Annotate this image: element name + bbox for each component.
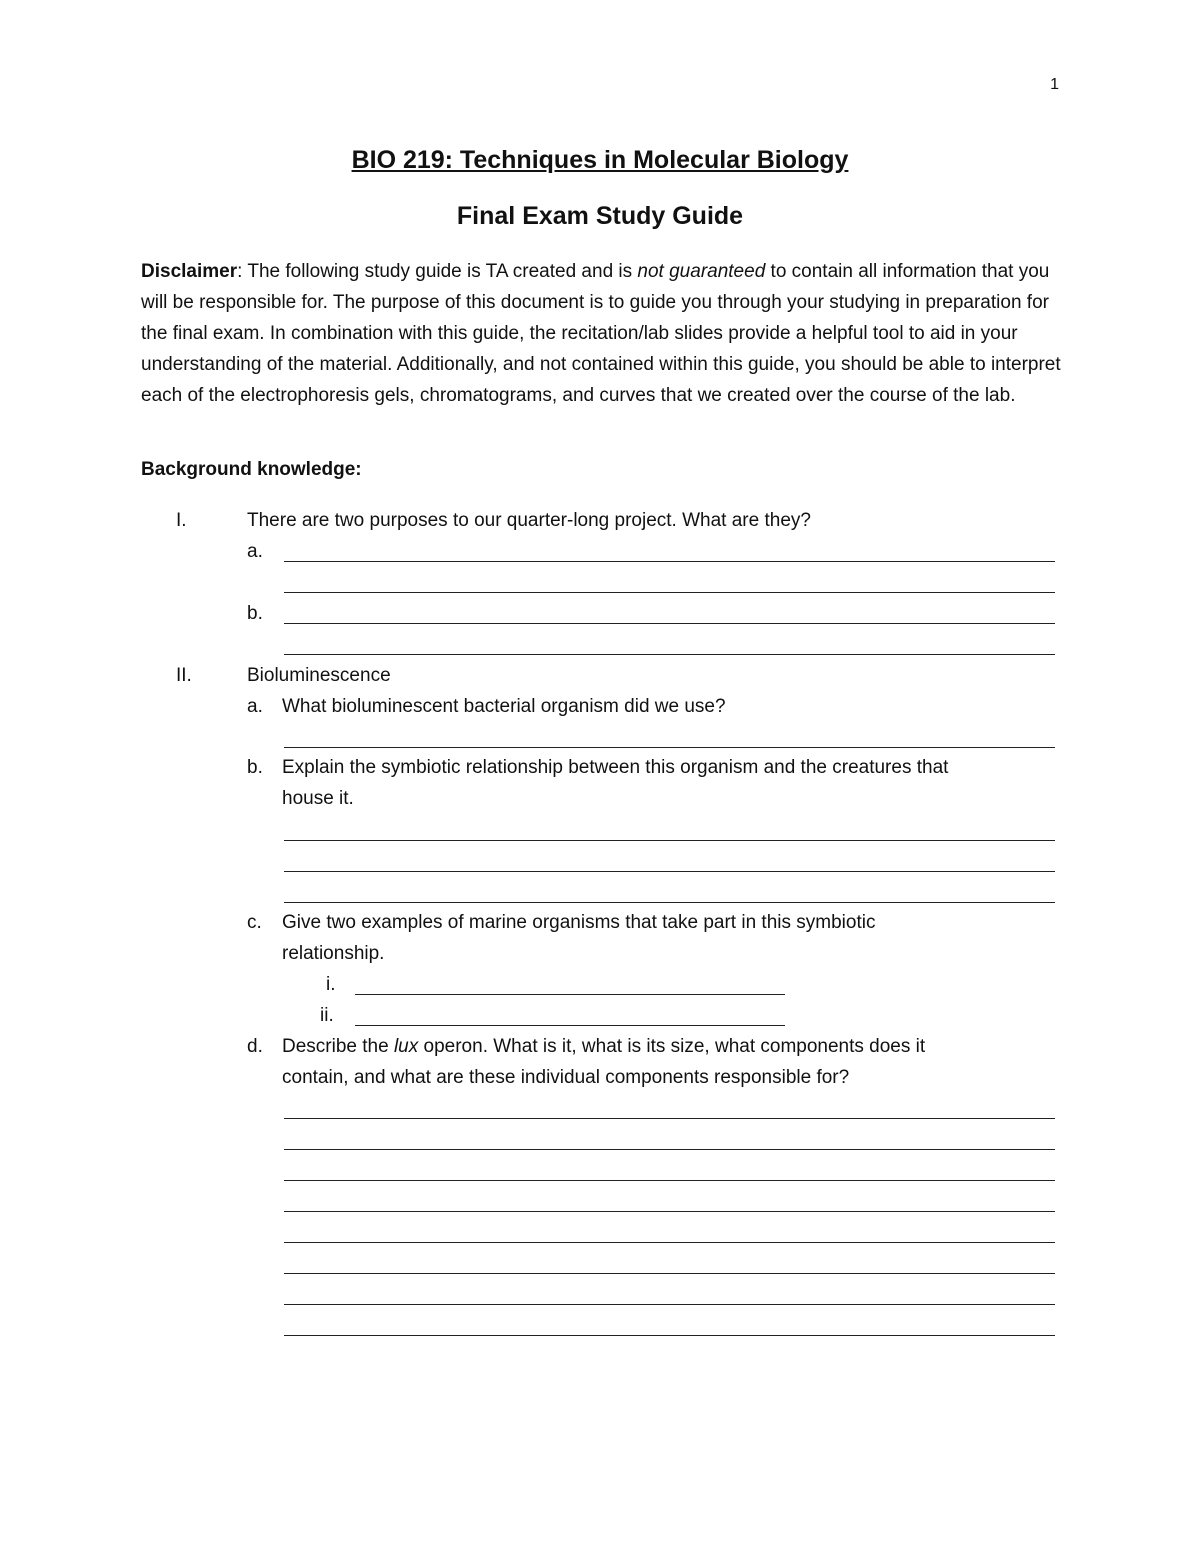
answer-line[interactable] xyxy=(284,592,1055,593)
answer-line[interactable] xyxy=(284,1304,1055,1305)
answer-line[interactable] xyxy=(284,871,1055,872)
section-2-c-question-line2: relationship. xyxy=(282,943,385,964)
section-2-d-text-post: operon. What is it, what is its size, what components does it xyxy=(418,1036,926,1057)
section-2-c-ii-label: ii. xyxy=(320,1005,334,1026)
section-2-b-label: b. xyxy=(247,757,263,778)
section-2-d-label: d. xyxy=(247,1036,263,1057)
answer-line[interactable] xyxy=(284,747,1055,748)
page-number: 1 xyxy=(1050,76,1059,93)
section-1-question: There are two purposes to our quarter-long project. What are they? xyxy=(247,510,811,531)
disclaimer-emphasis: not guaranteed xyxy=(637,261,766,282)
document-title: BIO 219: Techniques in Molecular Biology xyxy=(351,146,849,174)
answer-line[interactable] xyxy=(284,561,1055,562)
section-2-d-text-em: lux xyxy=(393,1036,419,1057)
section-2-c-question-line1: Give two examples of marine organisms that take part in this symbiotic xyxy=(282,912,876,933)
answer-line[interactable] xyxy=(284,1335,1055,1336)
section-2-c-i-label: i. xyxy=(326,974,336,995)
answer-line[interactable] xyxy=(284,654,1055,655)
section-1-number: I. xyxy=(176,510,187,531)
section-2-a-question: What bioluminescent bacterial organism did we use? xyxy=(282,696,726,717)
section-2-c-label: c. xyxy=(247,912,262,933)
answer-line[interactable] xyxy=(355,994,785,995)
section-2-b-question-line2: house it. xyxy=(282,788,354,809)
answer-line[interactable] xyxy=(355,1025,785,1026)
section-2-d-text-pre: Describe the xyxy=(282,1036,394,1057)
answer-line[interactable] xyxy=(284,902,1055,903)
answer-line[interactable] xyxy=(284,1211,1055,1212)
section-1-b-label: b. xyxy=(247,603,263,624)
document-subtitle: Final Exam Study Guide xyxy=(456,202,744,230)
section-2-b-question-line1: Explain the symbiotic relationship between this organism and the creatures that xyxy=(282,757,949,778)
section-1-a-label: a. xyxy=(247,541,263,562)
answer-line[interactable] xyxy=(284,1273,1055,1274)
answer-line[interactable] xyxy=(284,1180,1055,1181)
answer-line[interactable] xyxy=(284,1118,1055,1119)
background-heading: Background knowledge: xyxy=(141,459,362,480)
section-2-heading: Bioluminescence xyxy=(247,665,391,686)
section-2-a-label: a. xyxy=(247,696,263,717)
section-2-d-question-line2: contain, and what are these individual components responsible for? xyxy=(282,1067,850,1088)
disclaimer-paragraph xyxy=(141,256,1071,411)
section-2-d-question-line1 xyxy=(282,1035,925,1059)
answer-line[interactable] xyxy=(284,840,1055,841)
section-2-number: II. xyxy=(176,665,192,686)
disclaimer-text-2: to contain all information that you will be responsible for. The purpose of this document is to guide you through your studying in preparation for the final exam. In combination with this guide, the recitation/lab slides provide a helpful tool to aid in your understanding of the material. Additionally, and not contained within this guide, you should be able to interpret each of the electrophoresis gels, chromatograms, and curves that we created over the course of the lab. xyxy=(141,261,1061,406)
disclaimer-label: Disclaimer xyxy=(141,261,238,282)
disclaimer-text-1: : The following study guide is TA created and is xyxy=(237,261,638,282)
answer-line[interactable] xyxy=(284,1242,1055,1243)
answer-line[interactable] xyxy=(284,623,1055,624)
answer-line[interactable] xyxy=(284,1149,1055,1150)
